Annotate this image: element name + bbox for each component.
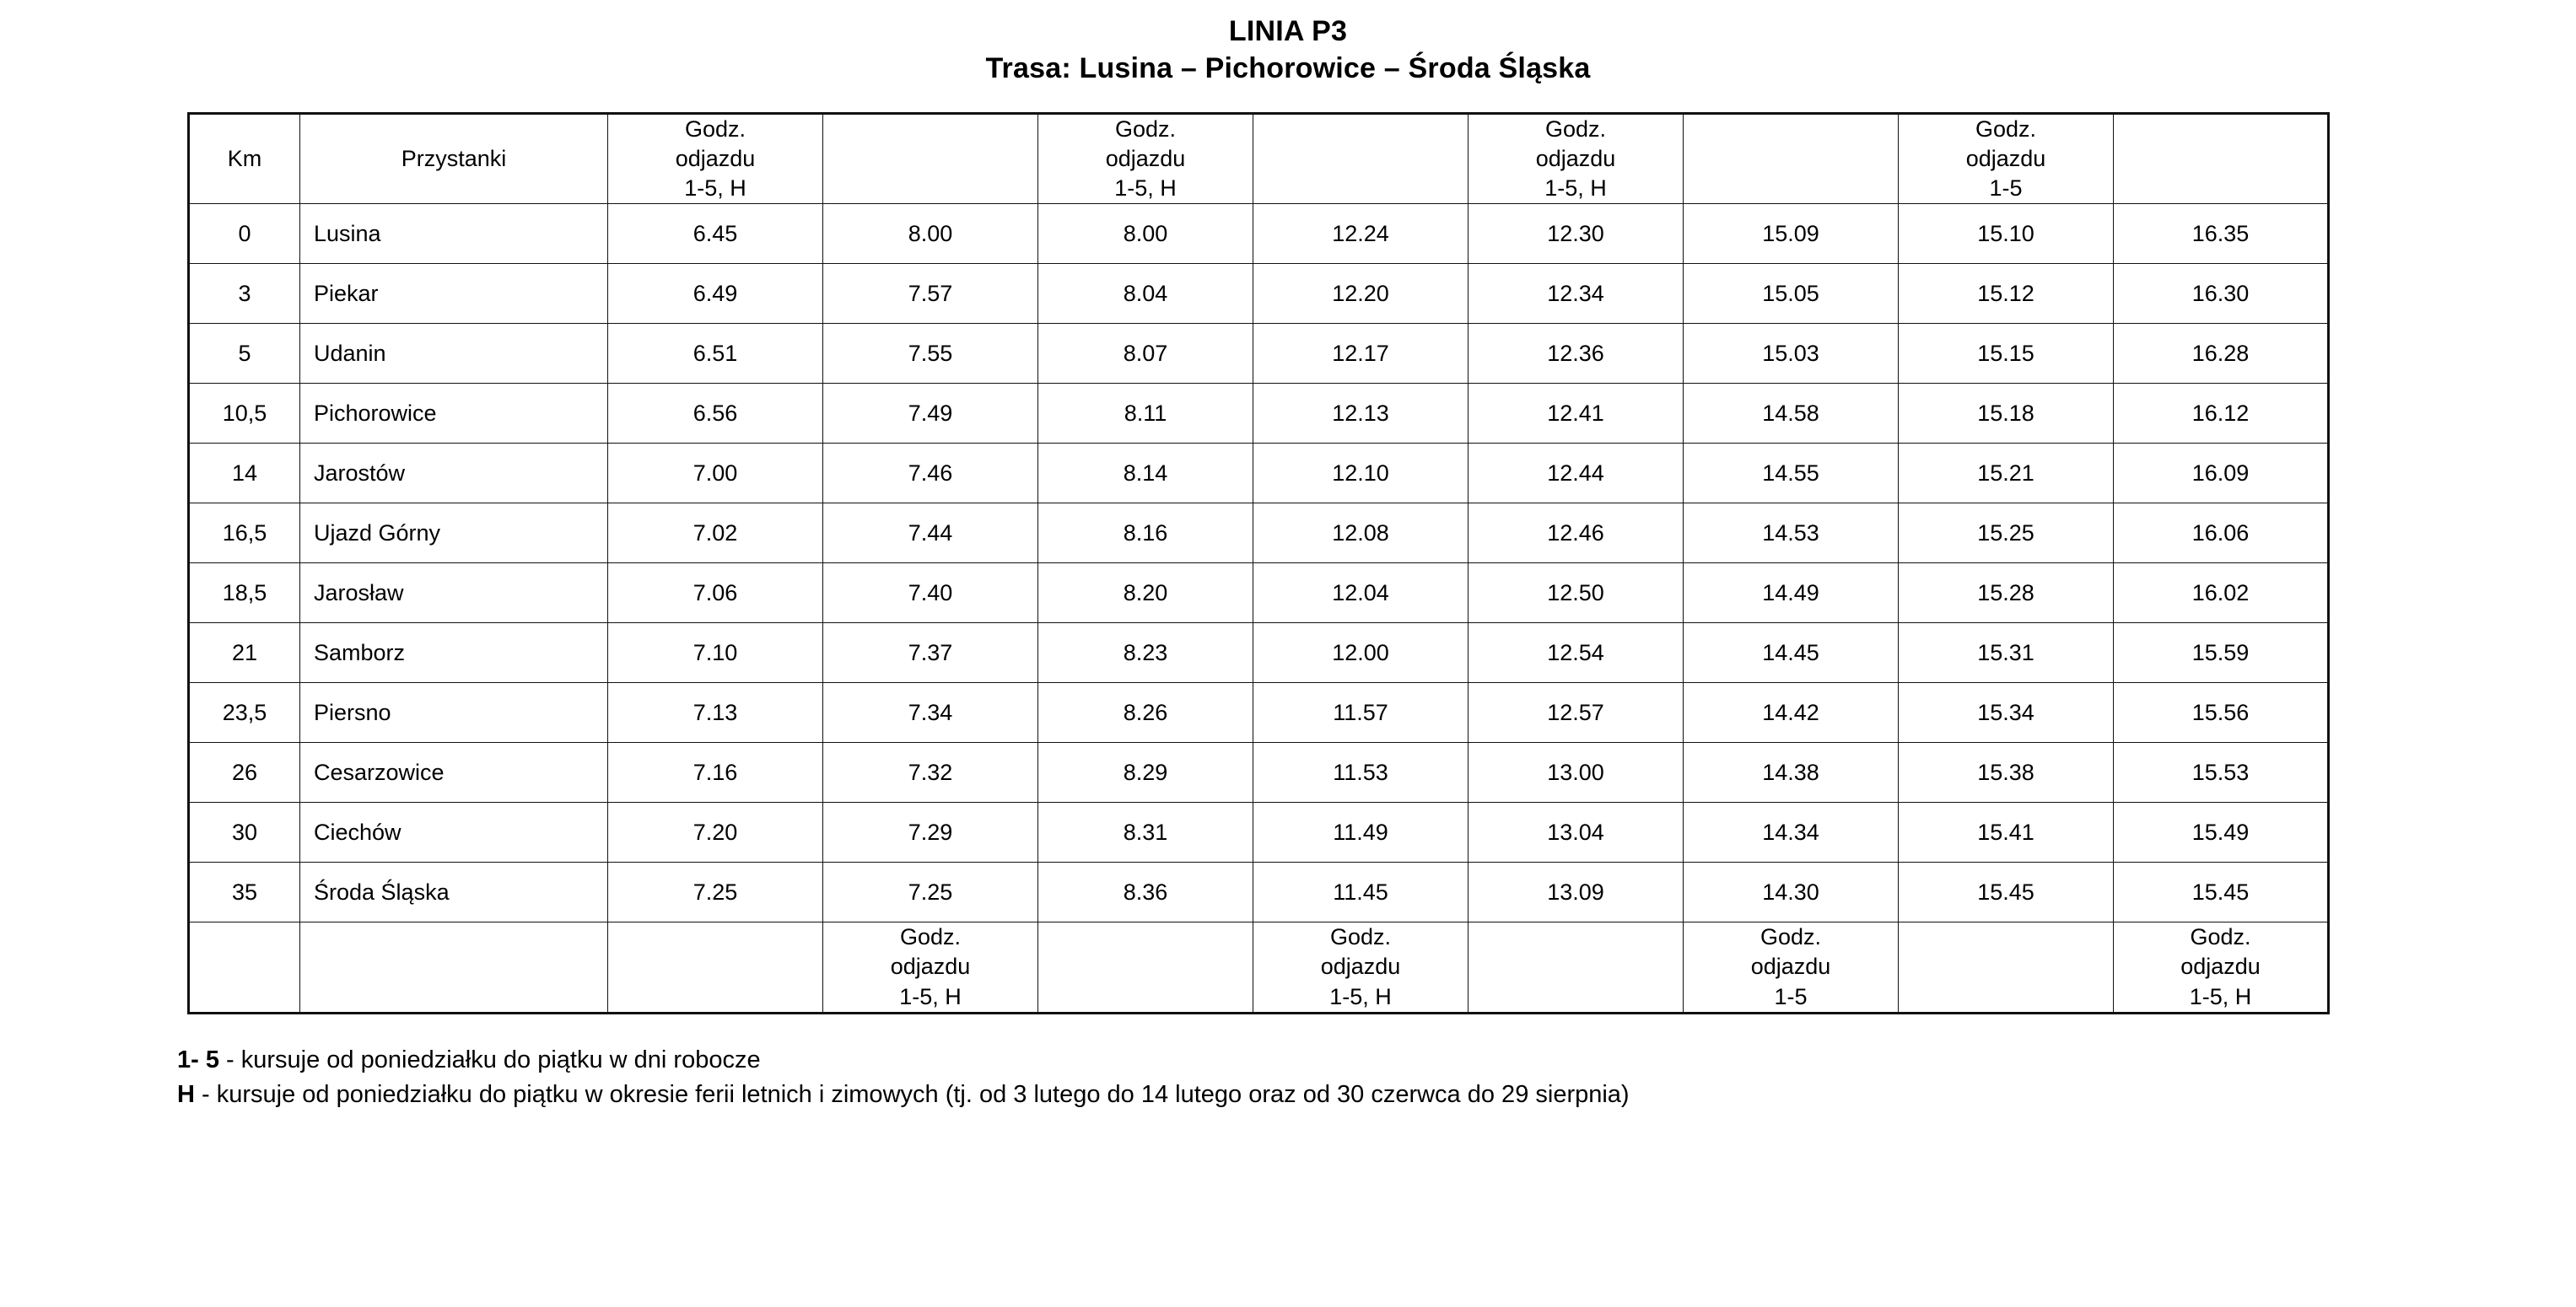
row-time-7: 15.18 — [1899, 384, 2114, 444]
row-time-2: 7.46 — [823, 444, 1038, 503]
row-km: 10,5 — [189, 384, 300, 444]
footer-stops — [300, 922, 608, 1013]
row-stop: Udanin — [300, 324, 608, 384]
legend — [177, 1043, 2576, 1112]
header-col-3-line-2: odjazdu — [1105, 146, 1186, 172]
row-time-7: 15.21 — [1899, 444, 2114, 503]
row-stop: Cesarzowice — [300, 743, 608, 803]
row-time-2: 8.00 — [823, 204, 1038, 264]
row-time-5: 12.57 — [1469, 683, 1684, 743]
row-km: 18,5 — [189, 563, 300, 623]
row-time-4: 12.13 — [1253, 384, 1469, 444]
table-row — [189, 623, 2329, 683]
header-km: Km — [189, 114, 300, 204]
row-time-6: 14.53 — [1684, 503, 1899, 563]
row-time-4: 12.24 — [1253, 204, 1469, 264]
row-time-5: 12.54 — [1469, 623, 1684, 683]
footer-col-2-line-1: Godz. — [899, 924, 962, 950]
row-time-5: 12.44 — [1469, 444, 1684, 503]
row-stop: Piekar — [300, 264, 608, 324]
row-time-1: 7.06 — [608, 563, 823, 623]
row-time-4: 11.53 — [1253, 743, 1469, 803]
row-time-8: 15.53 — [2114, 743, 2329, 803]
table-row — [189, 863, 2329, 922]
row-time-3: 8.31 — [1038, 803, 1253, 863]
row-time-6: 14.42 — [1684, 683, 1899, 743]
row-time-1: 7.20 — [608, 803, 823, 863]
title-line-2: Trasa: Lusina – Pichorowice – Środa Śląska — [985, 51, 1591, 84]
legend-text-1: - kursuje od poniedziałku do piątku w dni robocze — [218, 1046, 761, 1073]
row-time-8: 16.12 — [2114, 384, 2329, 444]
row-time-6: 15.05 — [1684, 264, 1899, 324]
row-time-4: 12.20 — [1253, 264, 1469, 324]
row-time-8: 16.06 — [2114, 503, 2329, 563]
footer-col-4-line-3: 1-5, H — [1329, 983, 1392, 1009]
row-time-5: 13.04 — [1469, 803, 1684, 863]
header-col-5-line-1: Godz. — [1544, 116, 1607, 143]
row-time-6: 14.58 — [1684, 384, 1899, 444]
footer-col-8-line-1: Godz. — [2190, 924, 2251, 950]
row-time-5: 12.46 — [1469, 503, 1684, 563]
row-time-6: 14.55 — [1684, 444, 1899, 503]
row-time-2: 7.32 — [823, 743, 1038, 803]
row-time-8: 15.59 — [2114, 623, 2329, 683]
row-time-2: 7.37 — [823, 623, 1038, 683]
row-time-2: 7.55 — [823, 324, 1038, 384]
row-time-2: 7.49 — [823, 384, 1038, 444]
row-time-2: 7.57 — [823, 264, 1038, 324]
row-time-3: 8.16 — [1038, 503, 1253, 563]
header-col-3-line-3: 1-5, H — [1114, 175, 1177, 202]
row-time-8: 15.49 — [2114, 803, 2329, 863]
row-time-5: 12.50 — [1469, 563, 1684, 623]
row-time-7: 15.45 — [1899, 863, 2114, 922]
header-departure-col-6 — [1684, 114, 1899, 204]
row-time-1: 7.00 — [608, 444, 823, 503]
footer-col-3 — [1038, 922, 1253, 1013]
row-km: 5 — [189, 324, 300, 384]
row-time-4: 12.10 — [1253, 444, 1469, 503]
row-time-1: 6.51 — [608, 324, 823, 384]
row-stop: Ujazd Górny — [300, 503, 608, 563]
row-time-4: 12.08 — [1253, 503, 1469, 563]
row-stop: Pichorowice — [300, 384, 608, 444]
row-km: 14 — [189, 444, 300, 503]
row-time-3: 8.23 — [1038, 623, 1253, 683]
row-time-8: 16.35 — [2114, 204, 2329, 264]
row-time-5: 13.00 — [1469, 743, 1684, 803]
footer-col-1 — [608, 922, 823, 1013]
row-time-3: 8.26 — [1038, 683, 1253, 743]
footer-col-2-line-3: 1-5, H — [899, 983, 962, 1009]
row-km: 35 — [189, 863, 300, 922]
table-row — [189, 264, 2329, 324]
row-time-4: 12.17 — [1253, 324, 1469, 384]
header-departure-col-3 — [1038, 114, 1253, 204]
footer-col-8 — [2114, 922, 2329, 1013]
row-stop: Środa Śląska — [300, 863, 608, 922]
row-stop: Jarostów — [300, 444, 608, 503]
row-time-1: 7.13 — [608, 683, 823, 743]
row-time-7: 15.41 — [1899, 803, 2114, 863]
footer-col-4-line-2: odjazdu — [1320, 954, 1401, 980]
row-time-2: 7.25 — [823, 863, 1038, 922]
row-time-1: 6.45 — [608, 204, 823, 264]
row-time-1: 7.10 — [608, 623, 823, 683]
timetable-head — [189, 114, 2329, 204]
row-time-5: 12.36 — [1469, 324, 1684, 384]
header-departure-col-7 — [1899, 114, 2114, 204]
row-time-5: 12.41 — [1469, 384, 1684, 444]
header-col-1-line-2: odjazdu — [675, 146, 756, 172]
row-time-7: 15.15 — [1899, 324, 2114, 384]
row-time-1: 7.25 — [608, 863, 823, 922]
row-time-3: 8.00 — [1038, 204, 1253, 264]
legend-key-1: 1- 5 — [177, 1046, 219, 1073]
timetable-body — [189, 204, 2329, 922]
row-time-2: 7.40 — [823, 563, 1038, 623]
footer-col-2-line-2: odjazdu — [890, 954, 971, 980]
row-time-4: 11.57 — [1253, 683, 1469, 743]
row-time-7: 15.28 — [1899, 563, 2114, 623]
row-km: 26 — [189, 743, 300, 803]
row-time-2: 7.34 — [823, 683, 1038, 743]
timetable — [187, 112, 2330, 1014]
row-time-4: 11.45 — [1253, 863, 1469, 922]
row-time-6: 15.09 — [1684, 204, 1899, 264]
row-time-7: 15.34 — [1899, 683, 2114, 743]
row-km: 23,5 — [189, 683, 300, 743]
row-time-8: 15.45 — [2114, 863, 2329, 922]
row-time-8: 15.56 — [2114, 683, 2329, 743]
header-departure-col-1 — [608, 114, 823, 204]
header-col-7-line-3: 1-5 — [1989, 175, 2023, 202]
header-departure-col-4 — [1253, 114, 1469, 204]
timetable-container — [187, 112, 2330, 1014]
footer-col-4-line-1: Godz. — [1329, 924, 1392, 950]
footer-col-5 — [1469, 922, 1684, 1013]
row-stop: Piersno — [300, 683, 608, 743]
table-row — [189, 803, 2329, 863]
table-row — [189, 324, 2329, 384]
title-line-1: LINIA P3 — [1228, 15, 1348, 47]
row-time-6: 14.38 — [1684, 743, 1899, 803]
header-col-7-line-2: odjazdu — [1965, 146, 2046, 172]
header-departure-col-2 — [823, 114, 1038, 204]
table-row — [189, 503, 2329, 563]
header-col-5-line-2: odjazdu — [1535, 146, 1616, 172]
legend-text-2: - kursuje od poniedziałku do piątku w okresie ferii letnich i zimowych (tj. od 3 lutego do 14 lutego oraz od 30 czerwca do 29 sierpnia) — [194, 1080, 1630, 1108]
header-col-1-line-1: Godz. — [684, 116, 746, 143]
table-row — [189, 563, 2329, 623]
footer-km — [189, 922, 300, 1013]
row-time-8: 16.02 — [2114, 563, 2329, 623]
row-time-4: 12.00 — [1253, 623, 1469, 683]
header-departure-col-8 — [2114, 114, 2329, 204]
footer-col-2 — [823, 922, 1038, 1013]
row-stop: Lusina — [300, 204, 608, 264]
footer-col-8-line-2: odjazdu — [2180, 954, 2261, 980]
footer-col-6-line-2: odjazdu — [1750, 954, 1831, 980]
row-time-3: 8.11 — [1038, 384, 1253, 444]
header-col-3-line-1: Godz. — [1114, 116, 1177, 143]
footer-col-7 — [1899, 922, 2114, 1013]
row-time-4: 11.49 — [1253, 803, 1469, 863]
row-time-5: 13.09 — [1469, 863, 1684, 922]
footer-col-8-line-3: 1-5, H — [2189, 983, 2252, 1009]
header-col-7-line-1: Godz. — [1975, 116, 2037, 143]
row-time-7: 15.31 — [1899, 623, 2114, 683]
row-km: 21 — [189, 623, 300, 683]
row-time-7: 15.10 — [1899, 204, 2114, 264]
timetable-foot — [189, 922, 2329, 1013]
row-stop: Jarosław — [300, 563, 608, 623]
footer-col-6 — [1684, 922, 1899, 1013]
row-time-3: 8.20 — [1038, 563, 1253, 623]
table-row — [189, 204, 2329, 264]
row-time-7: 15.12 — [1899, 264, 2114, 324]
legend-key-2: H — [177, 1080, 195, 1108]
row-km: 3 — [189, 264, 300, 324]
header-row — [189, 114, 2329, 204]
row-km: 0 — [189, 204, 300, 264]
row-time-4: 12.04 — [1253, 563, 1469, 623]
table-row — [189, 384, 2329, 444]
table-row — [189, 444, 2329, 503]
row-time-3: 8.07 — [1038, 324, 1253, 384]
row-time-6: 14.34 — [1684, 803, 1899, 863]
row-time-1: 7.16 — [608, 743, 823, 803]
row-time-3: 8.29 — [1038, 743, 1253, 803]
row-km: 16,5 — [189, 503, 300, 563]
row-time-3: 8.14 — [1038, 444, 1253, 503]
footer-col-4 — [1253, 922, 1469, 1013]
row-time-6: 14.49 — [1684, 563, 1899, 623]
row-time-6: 14.30 — [1684, 863, 1899, 922]
row-time-3: 8.04 — [1038, 264, 1253, 324]
row-time-6: 15.03 — [1684, 324, 1899, 384]
footer-col-6-line-3: 1-5 — [1774, 983, 1808, 1009]
row-time-8: 16.30 — [2114, 264, 2329, 324]
row-time-6: 14.45 — [1684, 623, 1899, 683]
footer-col-6-line-1: Godz. — [1760, 924, 1822, 950]
row-time-1: 6.56 — [608, 384, 823, 444]
legend-row-2 — [177, 1078, 2576, 1112]
row-time-7: 15.38 — [1899, 743, 2114, 803]
row-time-2: 7.44 — [823, 503, 1038, 563]
header-departure-col-5 — [1469, 114, 1684, 204]
row-stop: Ciechów — [300, 803, 608, 863]
header-col-5-line-3: 1-5, H — [1544, 175, 1607, 202]
row-time-5: 12.34 — [1469, 264, 1684, 324]
row-time-7: 15.25 — [1899, 503, 2114, 563]
row-stop: Samborz — [300, 623, 608, 683]
table-row — [189, 683, 2329, 743]
row-time-1: 6.49 — [608, 264, 823, 324]
row-time-1: 7.02 — [608, 503, 823, 563]
row-km: 30 — [189, 803, 300, 863]
row-time-8: 16.09 — [2114, 444, 2329, 503]
row-time-2: 7.29 — [823, 803, 1038, 863]
header-col-1-line-3: 1-5, H — [684, 175, 746, 202]
row-time-3: 8.36 — [1038, 863, 1253, 922]
row-time-8: 16.28 — [2114, 324, 2329, 384]
legend-row-1 — [177, 1043, 2576, 1078]
footer-row — [189, 922, 2329, 1013]
page-title — [0, 0, 2576, 87]
table-row — [189, 743, 2329, 803]
header-stops: Przystanki — [300, 114, 608, 204]
row-time-5: 12.30 — [1469, 204, 1684, 264]
